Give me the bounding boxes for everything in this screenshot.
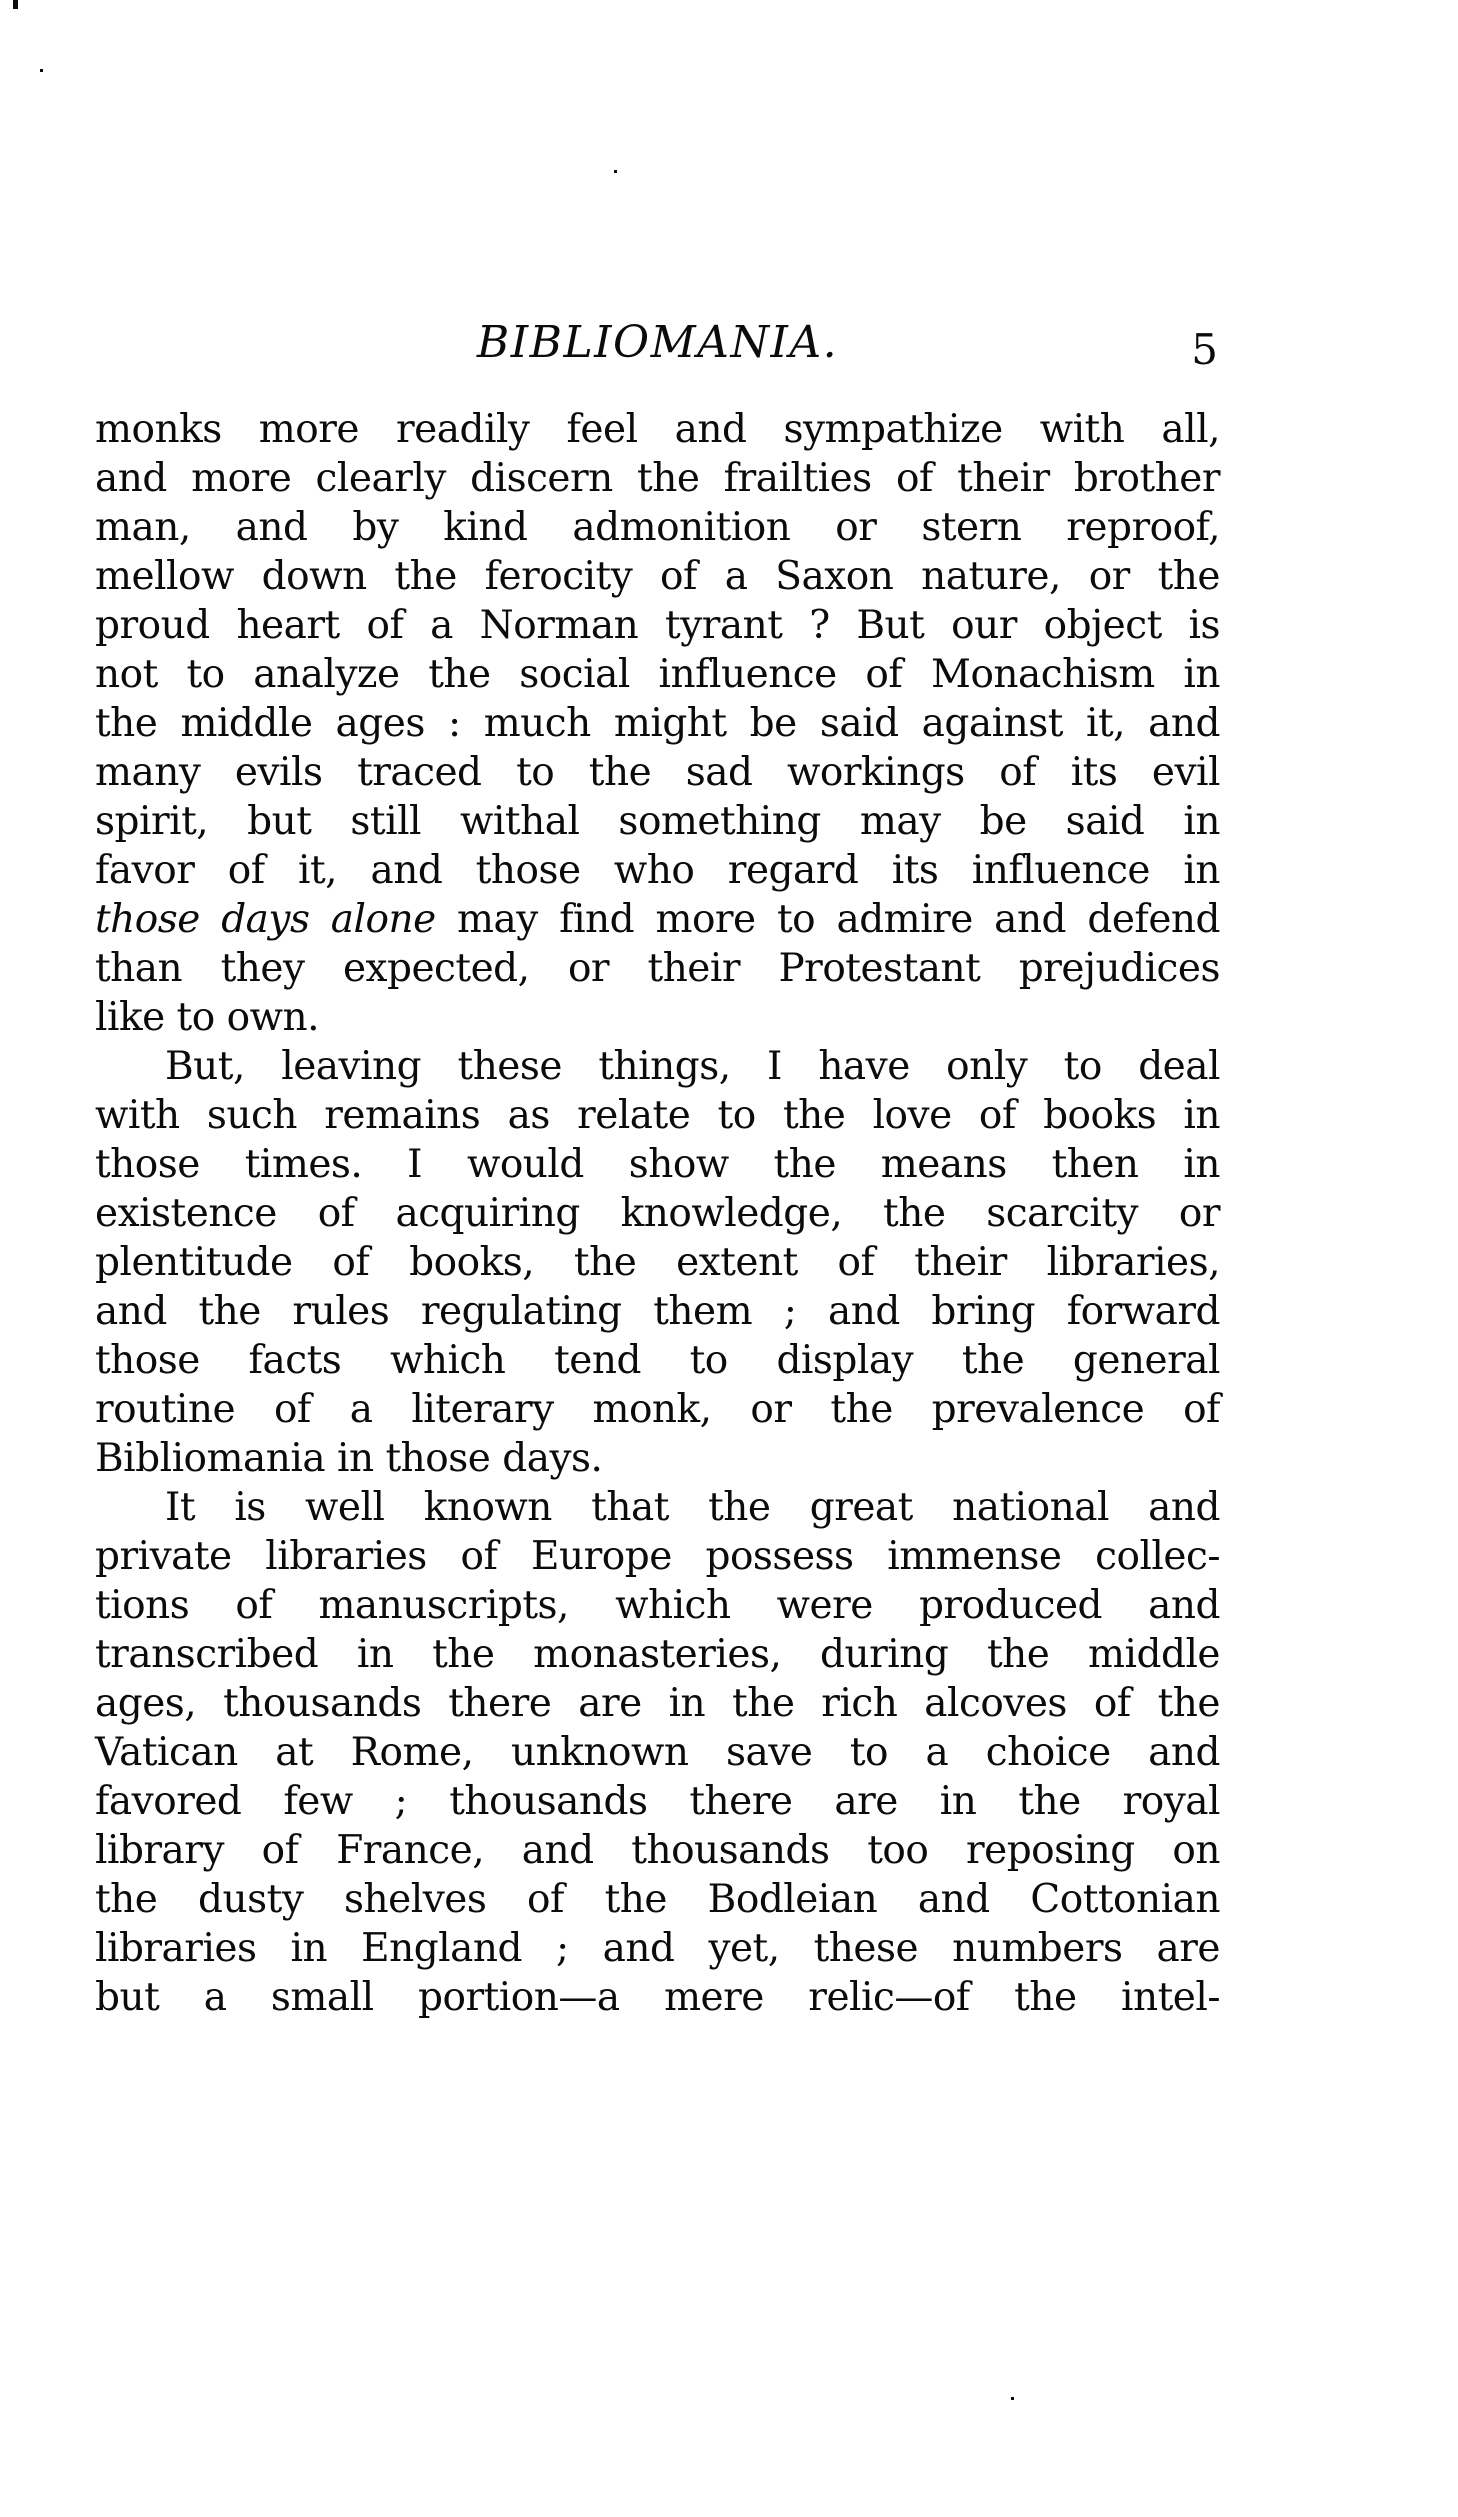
text-segment: favored few ; thousands there are in the royal xyxy=(95,1779,1220,1824)
text-line xyxy=(95,1042,1220,1091)
text-line xyxy=(95,1091,1220,1140)
text-line xyxy=(95,1973,1220,2022)
text-segment: mellow down the ferocity of a Saxon nature, or the xyxy=(95,554,1220,599)
scan-speck xyxy=(13,0,18,9)
text-segment: like to own. xyxy=(95,995,319,1040)
text-line xyxy=(95,895,1220,944)
text-segment: library of France, and thousands too reposing on xyxy=(95,1828,1220,1873)
text-segment: Bibliomania in those days. xyxy=(95,1436,603,1481)
text-line xyxy=(95,1875,1220,1924)
text-line xyxy=(95,1728,1220,1777)
text-segment: Vatican at Rome, unknown save to a choice and xyxy=(95,1730,1220,1775)
page-number: 5 xyxy=(1191,325,1218,374)
text-line xyxy=(95,1140,1220,1189)
page-title: BIBLIOMANIA. xyxy=(476,317,839,368)
text-segment: transcribed in the monasteries, during the middle xyxy=(95,1632,1220,1677)
text-segment: proud heart of a Norman tyrant ? But our object is xyxy=(95,603,1220,648)
text-segment: routine of a literary monk, or the prevalence of xyxy=(95,1387,1220,1432)
text-line xyxy=(95,846,1220,895)
text-line xyxy=(95,1287,1220,1336)
text-segment: spirit, but still withal something may be said in xyxy=(95,799,1220,844)
text-line xyxy=(95,797,1220,846)
text-line xyxy=(95,1532,1220,1581)
text-segment: But, leaving these things, I have only to deal xyxy=(165,1044,1220,1089)
text-line xyxy=(95,1483,1220,1532)
italic-text-segment: those days alone xyxy=(95,897,436,942)
scan-speck xyxy=(40,69,43,72)
text-line xyxy=(95,601,1220,650)
text-segment: and more clearly discern the frailties of their brother xyxy=(95,456,1220,501)
text-line xyxy=(95,1385,1220,1434)
text-segment: many evils traced to the sad workings of its evil xyxy=(95,750,1220,795)
text-line xyxy=(95,748,1220,797)
text-line xyxy=(95,1581,1220,1630)
page-body-text xyxy=(95,405,1220,2022)
scan-speck xyxy=(614,170,617,173)
text-segment: those times. I would show the means then in xyxy=(95,1142,1220,1187)
text-line xyxy=(95,993,1220,1042)
text-segment: those facts which tend to display the general xyxy=(95,1338,1220,1383)
text-segment: favor of it, and those who regard its influence in xyxy=(95,848,1220,893)
scan-speck xyxy=(1011,2397,1014,2400)
text-segment: but a small portion—a mere relic—of the intel- xyxy=(95,1975,1220,2020)
text-line xyxy=(95,405,1220,454)
text-line xyxy=(95,944,1220,993)
text-segment: the middle ages : much might be said against it, and xyxy=(95,701,1220,746)
text-segment: and the rules regulating them ; and bring forward xyxy=(95,1289,1220,1334)
text-segment: the dusty shelves of the Bodleian and Cottonian xyxy=(95,1877,1220,1922)
text-line xyxy=(95,1238,1220,1287)
text-line xyxy=(95,1336,1220,1385)
text-line xyxy=(95,1777,1220,1826)
text-segment: man, and by kind admonition or stern reproof, xyxy=(95,505,1220,550)
text-line xyxy=(95,1826,1220,1875)
text-line xyxy=(95,699,1220,748)
text-segment: private libraries of Europe possess immense collec- xyxy=(95,1534,1220,1579)
text-segment: may find more to admire and defend xyxy=(435,897,1220,942)
text-line xyxy=(95,650,1220,699)
text-segment: with such remains as relate to the love of books in xyxy=(95,1093,1220,1138)
text-line xyxy=(95,1630,1220,1679)
text-segment: It is well known that the great national and xyxy=(165,1485,1220,1530)
text-line xyxy=(95,1189,1220,1238)
text-segment: plentitude of books, the extent of their libraries, xyxy=(95,1240,1220,1285)
text-segment: tions of manuscripts, which were produced and xyxy=(95,1583,1220,1628)
text-segment: ages, thousands there are in the rich alcoves of the xyxy=(95,1681,1220,1726)
running-header xyxy=(95,317,1220,377)
text-segment: monks more readily feel and sympathize with all, xyxy=(95,407,1220,452)
text-segment: existence of acquiring knowledge, the scarcity or xyxy=(95,1191,1220,1236)
text-line xyxy=(95,454,1220,503)
text-segment: not to analyze the social influence of Monachism in xyxy=(95,652,1220,697)
text-segment: libraries in England ; and yet, these numbers are xyxy=(95,1926,1220,1971)
text-line xyxy=(95,1434,1220,1483)
text-line xyxy=(95,1924,1220,1973)
text-line xyxy=(95,1679,1220,1728)
text-segment: than they expected, or their Protestant prejudices xyxy=(95,946,1220,991)
text-line xyxy=(95,503,1220,552)
text-line xyxy=(95,552,1220,601)
